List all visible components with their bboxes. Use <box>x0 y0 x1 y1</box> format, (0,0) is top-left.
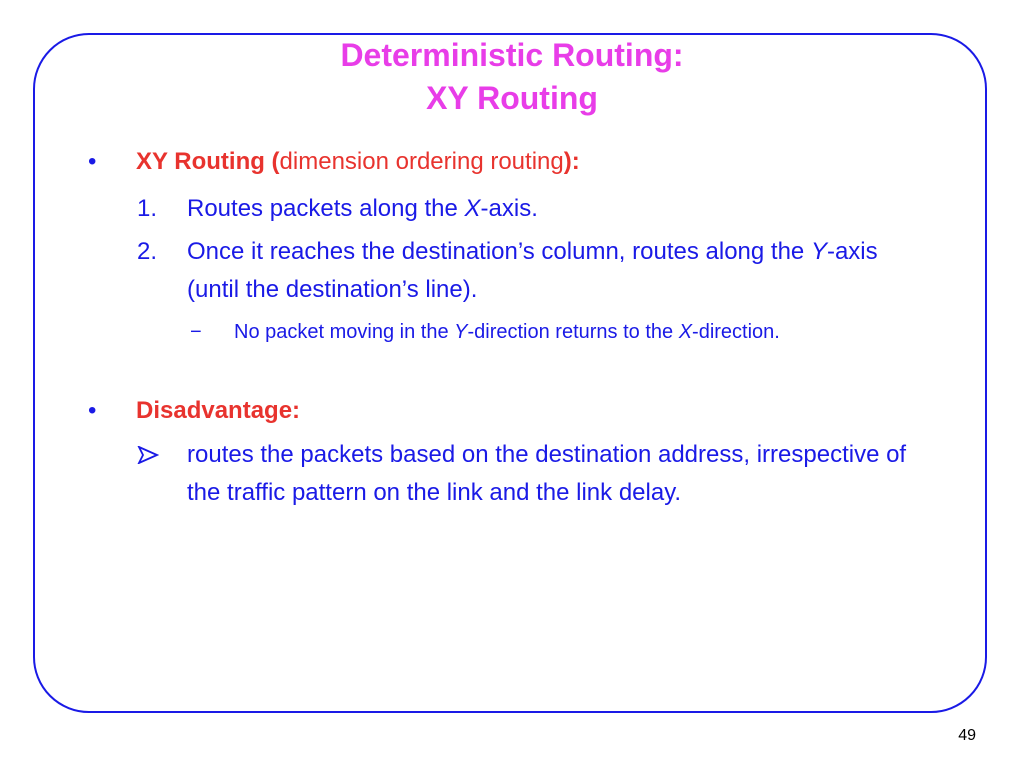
step-1-number: 1. <box>137 195 158 222</box>
step-1-text <box>187 190 927 228</box>
step-2-text-before: Once it reaches the destination’s column, routes along the <box>187 238 811 265</box>
page-number: 49 <box>958 727 976 744</box>
sub-note-axis-x: X <box>678 321 693 343</box>
dimension-ordering-label: dimension ordering routing <box>279 148 564 175</box>
bullet-xy-routing-text <box>136 146 580 178</box>
step-2 <box>137 233 937 309</box>
arrow-bullet-icon <box>137 446 159 464</box>
step-2-number: 2. <box>137 238 158 265</box>
step-1-text-after: -axis. <box>480 195 538 222</box>
sub-note-text <box>234 314 904 350</box>
title-line-1: Deterministic Routing: <box>340 37 684 73</box>
step-1-axis: X <box>464 195 481 222</box>
bullet-dot: • <box>88 148 97 175</box>
sub-note-text-middle: -direction returns to the <box>467 321 679 343</box>
xy-routing-label: XY Routing ( <box>136 148 280 175</box>
xy-routing-label-close: ): <box>563 148 580 175</box>
sub-note-text-before: No packet moving in the <box>234 321 455 343</box>
slide-border-frame <box>33 33 987 713</box>
disadvantage-label: Disadvantage: <box>136 397 301 424</box>
sub-note <box>190 314 910 350</box>
title-line-2: XY Routing <box>426 80 598 116</box>
sub-note-axis-y: Y <box>454 321 468 343</box>
slide-title <box>0 34 1024 120</box>
step-2-text <box>187 233 927 309</box>
bullet-dot: • <box>88 397 97 424</box>
sub-note-text-after: -direction. <box>692 321 780 343</box>
step-1-text-before: Routes packets along the <box>187 195 465 222</box>
disadvantage-text: routes the packets based on the destination address, irrespective of the traffic pattern on the link and the link delay. <box>187 441 907 506</box>
disadvantage-detail <box>137 436 937 512</box>
step-2-axis: Y <box>810 238 827 265</box>
step-2-text-after: -axis (until the destination’s line). <box>187 238 878 303</box>
step-1 <box>137 190 937 228</box>
sub-note-dash: − <box>190 321 202 343</box>
